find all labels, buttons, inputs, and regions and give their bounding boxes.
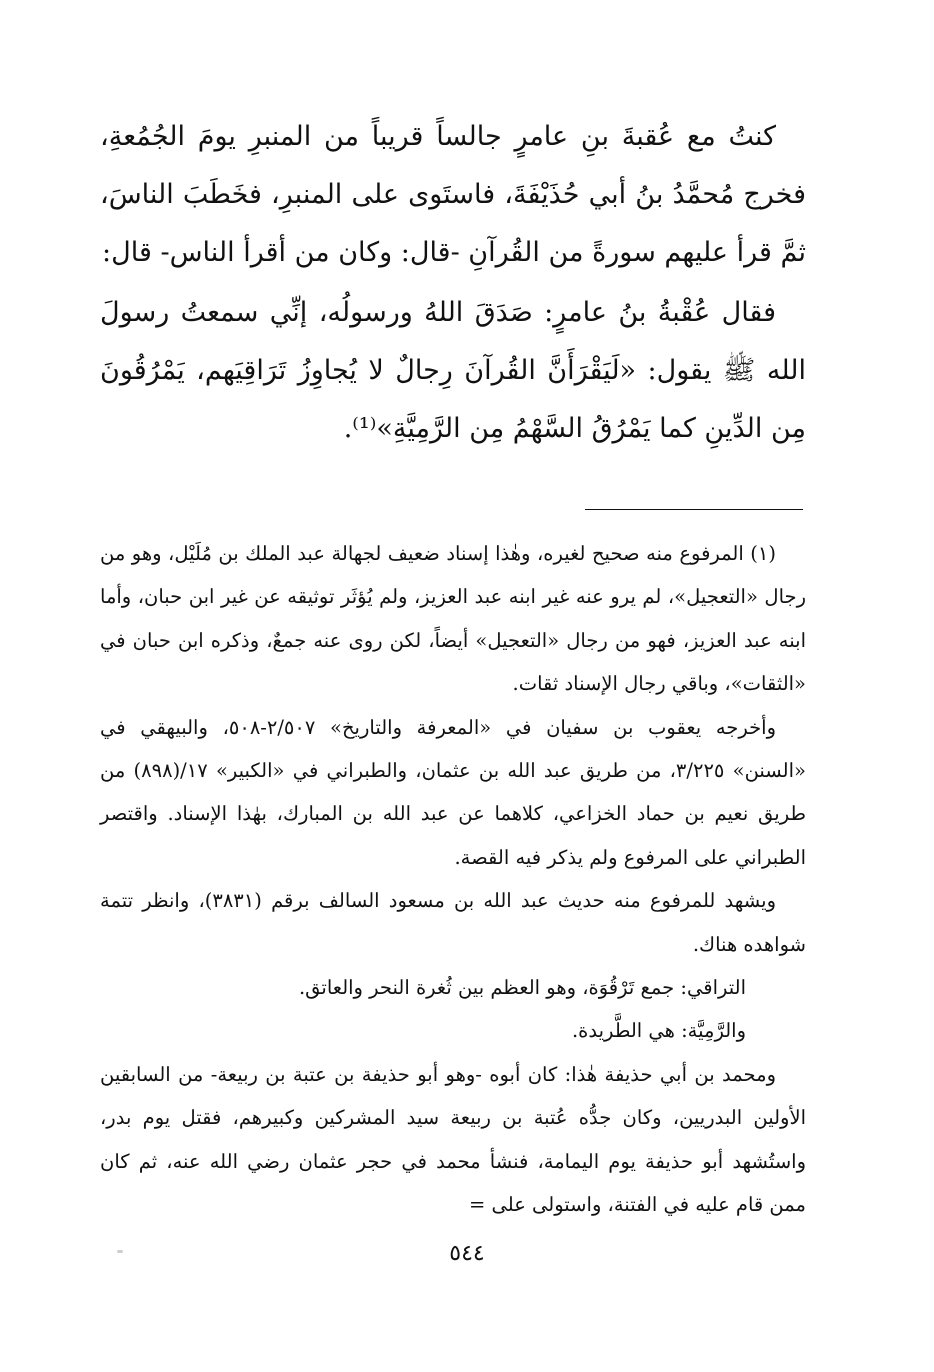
- main-paragraph: فقال عُقْبةُ بنُ عامرٍ: صَدَقَ اللهُ ورسولُه، إنِّي سمعتُ رسولَ الله ﷺ يقول: «لَيَقْرَأَنَّ القُرآنَ رِجالٌ لا يُجاوِزُ تَرَاقِيَهم، يَمْرُقُونَ مِن الدِّينِ كما يَمْرُقُ السَّهْمُ مِن الرَّمِيَّةِ»⁽¹⁾.: [100, 297, 806, 444]
- footnotes: [100, 532, 806, 1227]
- footnote-paragraph: (١) المرفوع منه صحيح لغيره، وهٰذا إسناد ضعيف لجهالة عبد الملك بن مُلَيْل، وهو من رجال «التعجيل»، لم يرو عنه غير ابنه عبد العزيز، ولم يُؤثَر توثيقه عن غير ابن حبان، وأما ابنه عبد العزيز، فهو من رجال «التعجيل» أيضاً، لكن روى عنه جمعٌ، وذكره ابن حبان في «الثقات»، وباقي رجال الإسناد ثقات.: [100, 542, 806, 696]
- footnote-separator: [585, 509, 803, 510]
- main-text: [100, 108, 806, 458]
- footnote-paragraph: وأخرجه يعقوب بن سفيان في «المعرفة والتاريخ» ٢/٥٠٧-٥٠٨، والبيهقي في «السنن» ٣/٢٢٥، من طريق عبد الله بن عثمان، والطبراني في «الكبير» ١٧/(٨٩٨) من طريق نعيم بن حماد الخزاعي، كلاهما عن عبد الله بن المبارك، بهٰذا الإسناد. واقتصر الطبراني على المرفوع ولم يذكر فيه القصة.: [100, 715, 806, 869]
- footnote-paragraph: ويشهد للمرفوع منه حديث عبد الله بن مسعود السالف برقم (٣٨٣١)، وانظر تتمة شواهده هناك.: [100, 889, 806, 956]
- page-number: ٥٤٤: [449, 1241, 485, 1266]
- scan-speck: [117, 1250, 123, 1253]
- footnote-gloss: والرَّمِيَّة: هي الطَّريدة.: [571, 1019, 746, 1043]
- footnote-paragraph: ومحمد بن أبي حذيفة هٰذا: كان أبوه -وهو أبو حذيفة بن عتبة بن ربيعة- من السابقين الأولين البدريين، وكان جدُّه عُتبة بن ربيعة سيد المشركين وكبيرهم، فقتل يوم بدر، واستُشهد أبو حذيفة يوم اليمامة، فنشأ محمد في حجر عثمان رضي الله عنه، ثم كان ممن قام عليه في الفتنة، واستولى على =: [100, 1062, 806, 1217]
- footnote-gloss: التراقي: جمع تَرْقُوَة، وهو العظم بين ثُغرة النحر والعاتق.: [298, 976, 746, 1000]
- main-paragraph: كنتُ مع عُقبةَ بنِ عامرٍ جالساً قريباً من المنبرِ يومَ الجُمُعةِ، فخرج مُحمَّدُ بنُ أبي حُذَيْفَةَ، فاستَوى على المنبرِ، فخَطَبَ الناسَ، ثمَّ قرأ عليهم سورةً من القُرآنِ -قال: وكان من أقرأ الناس- قال:: [100, 121, 806, 268]
